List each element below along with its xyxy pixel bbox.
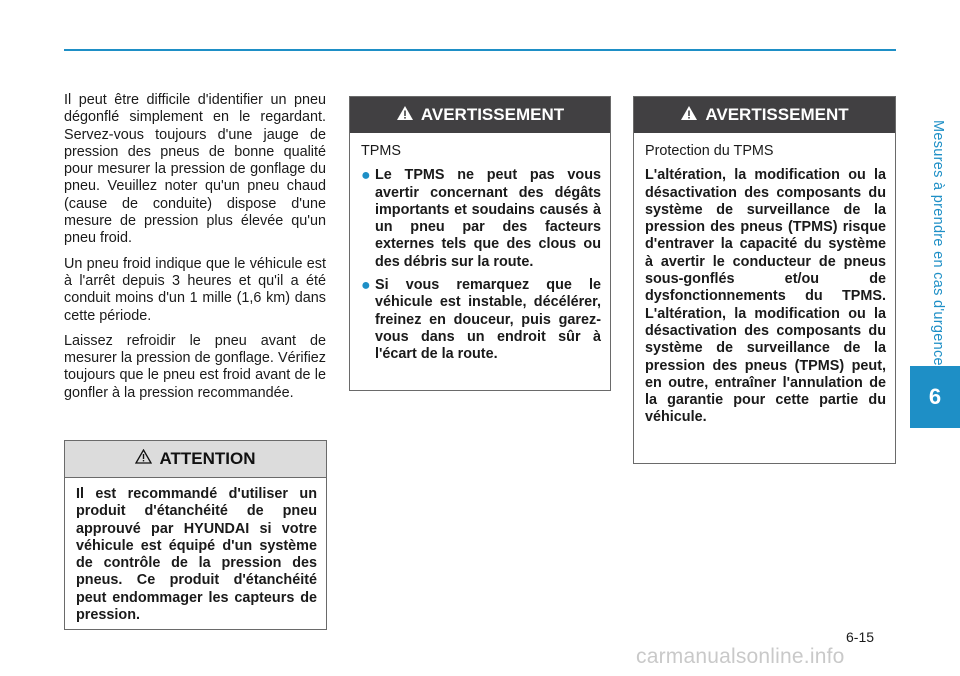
attention-box (64, 440, 327, 630)
warning-subtitle: TPMS (361, 143, 401, 159)
warning-header (350, 97, 610, 133)
warning-subtitle: Protection du TPMS (645, 143, 774, 159)
bullet-icon: ● (361, 167, 371, 185)
chapter-tab: 6 (910, 366, 960, 428)
attention-header (65, 441, 326, 478)
attention-title: ATTENTION (159, 449, 256, 468)
attention-text: Il est recommandé d'utiliser un produit d'étanchéité de pneu approuvé par HYUNDAI si votre véhicule est équipé d'un système de contrôle de la pression des pneus. Ce produit d'étanchéité peut endommager les capteurs de pression. (76, 486, 317, 624)
list-item: ● Le TPMS ne peut pas vous avertir concernant des dégâts importants et soudains causés à un pneu par des facteurs externes tels que des clous ou des débris sur la route. (361, 167, 601, 270)
paragraph: Laissez refroidir le pneu avant de mesurer la pression de gonflage. Vérifiez toujours que le pneu est froid avant de le gonfler à la pression recommandée. (64, 332, 326, 401)
warning-triangle-icon (396, 105, 414, 126)
warning-header (634, 97, 895, 133)
paragraph: Un pneu froid indique que le véhicule est à l'arrêt depuis 3 heures et qu'il a été conduit moins d'un 1 mille (1,6 km) dans cette période. (64, 255, 326, 324)
page-number: 6-15 (846, 629, 875, 645)
warning-title: AVERTISSEMENT (420, 105, 565, 124)
warning-bullet-list (361, 167, 601, 363)
list-item: ● Si vous remarquez que le véhicule est instable, décélérer, freinez en douceur, puis garez-vous dans un endroit sûr à l'écart de la route. (361, 277, 601, 363)
header-rule (64, 49, 896, 51)
watermark: carmanualsonline.info (636, 645, 845, 668)
warning-triangle-icon (680, 105, 698, 126)
caution-triangle-icon (135, 449, 152, 469)
bullet-icon: ● (361, 277, 371, 295)
warning-box-tpms-protection (633, 96, 896, 464)
section-title: Mesures à prendre en cas d'urgence (930, 120, 946, 366)
main-text-column (64, 92, 326, 410)
warning-title: AVERTISSEMENT (705, 105, 849, 124)
warning-text: L'altération, la modification ou la désactivation des composants du système de surveillance de la pression des pneus (TPMS) risque d'entraver la capacité du système à avertir le conducteur de pneus sous-gonflés et/ou de dysfonctionnements du TPMS. L'altération, la modification ou la désactivation des composants du système de surveillance de la pression des pneus (TPMS) peut, en outre, entraîner l'annulation de la garantie pour cette partie du véhicule. (645, 167, 886, 426)
paragraph: Il peut être difficile d'identifier un pneu dégonflé simplement en le regardant. Servez-vous toujours d'une jauge de pression des pneus de bonne qualité pour mesurer la pression de gonflage du pneu. Veuillez noter qu'un pneu chaud (cause de conduite) dispose d'une mesure de pression plus élevée qu'un pneu froid. (64, 92, 326, 247)
warning-box-tpms (349, 96, 611, 391)
